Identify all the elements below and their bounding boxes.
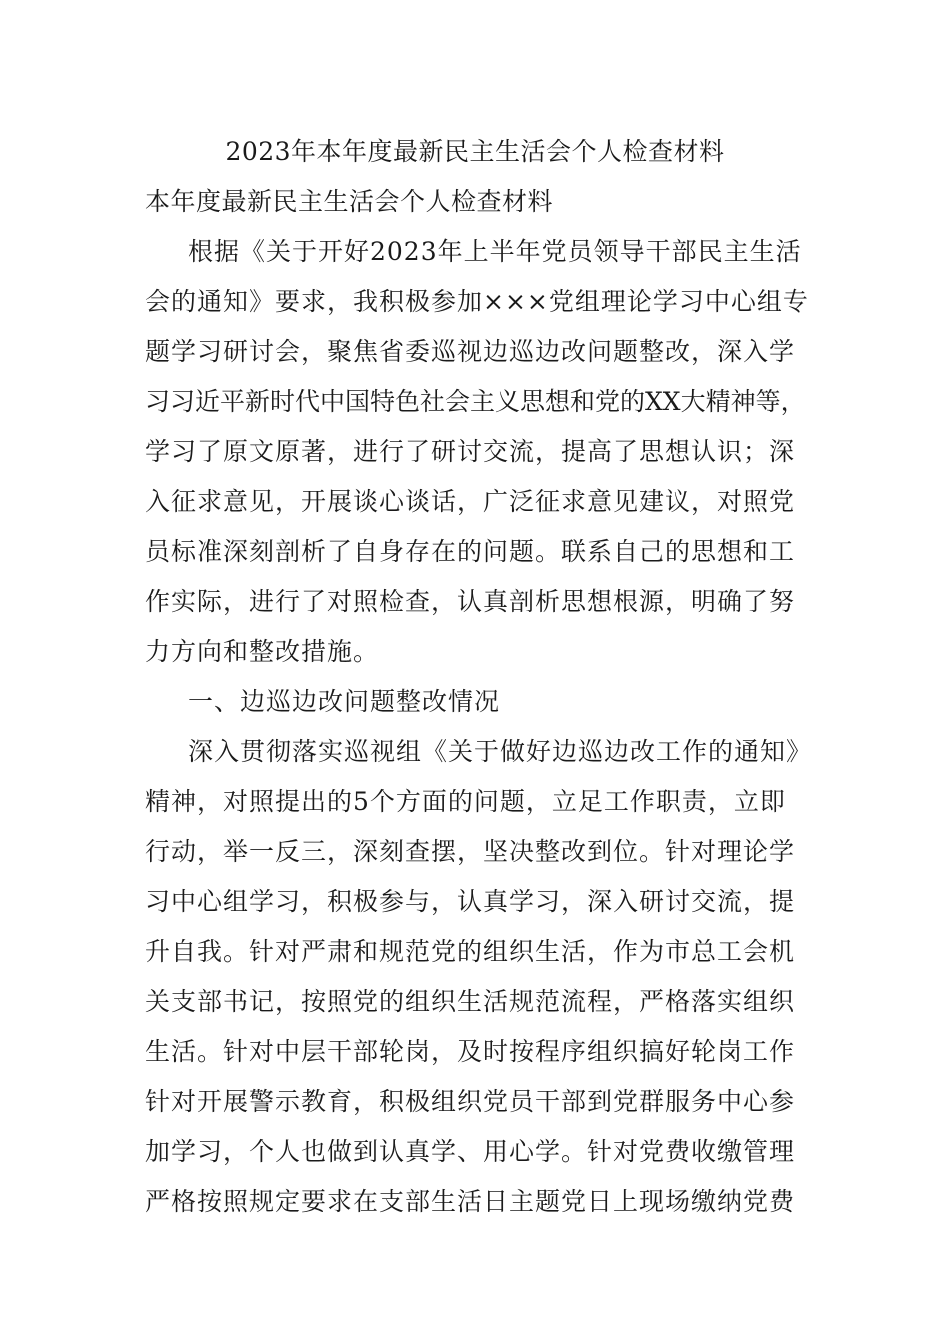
paragraph-line: 学习了原文原著，进行了研讨交流，提高了思想认识；深 (145, 437, 796, 466)
document-title: 2023年本年度最新民主生活会个人检查材料 (225, 137, 725, 166)
paragraph-line: 精神，对照提出的5个方面的问题，立足工作职责，立即 (145, 787, 786, 816)
paragraph-line: 生活。针对中层干部轮岗，及时按程序组织搞好轮岗工作 (145, 1037, 796, 1066)
paragraph-line: 入征求意见，开展谈心谈话，广泛征求意见建议，对照党 (145, 487, 796, 516)
paragraph-line: 升自我。针对严肃和规范党的组织生活，作为市总工会机 (145, 937, 796, 966)
paragraph-line: 员标准深刻剖析了自身存在的问题。联系自己的思想和工 (145, 537, 796, 566)
paragraph-line: 根据《关于开好2023年上半年党员领导干部民主生活 (188, 237, 802, 266)
paragraph-line: 关支部书记，按照党的组织生活规范流程，严格落实组织 (145, 987, 796, 1016)
paragraph-line: 针对开展警示教育，积极组织党员干部到党群服务中心参 (145, 1087, 796, 1116)
section-heading: 一、边巡边改问题整改情况 (188, 687, 501, 716)
document-subtitle: 本年度最新民主生活会个人检查材料 (145, 187, 554, 216)
paragraph-line: 行动，举一反三，深刻查摆，坚决整改到位。针对理论学 (145, 837, 796, 866)
paragraph-line: 习中心组学习，积极参与，认真学习，深入研讨交流，提 (145, 887, 796, 916)
paragraph-line: 加学习，个人也做到认真学、用心学。针对党费收缴管理 (145, 1137, 796, 1166)
paragraph-line: 力方向和整改措施。 (145, 637, 380, 666)
paragraph-line: 作实际，进行了对照检查，认真剖析思想根源，明确了努 (145, 587, 796, 616)
paragraph-line: 严格按照规定要求在支部生活日主题党日上现场缴纳党费 (145, 1187, 796, 1216)
paragraph-line: 会的通知》要求，我积极参加×××党组理论学习中心组专 (145, 287, 809, 316)
paragraph-line: 习习近平新时代中国特色社会主义思想和党的XX大精神等， (145, 387, 806, 416)
paragraph-line: 题学习研讨会，聚焦省委巡视边巡边改问题整改，深入学 (145, 337, 796, 366)
paragraph-line: 深入贯彻落实巡视组《关于做好边巡边改工作的通知》 (188, 737, 813, 766)
